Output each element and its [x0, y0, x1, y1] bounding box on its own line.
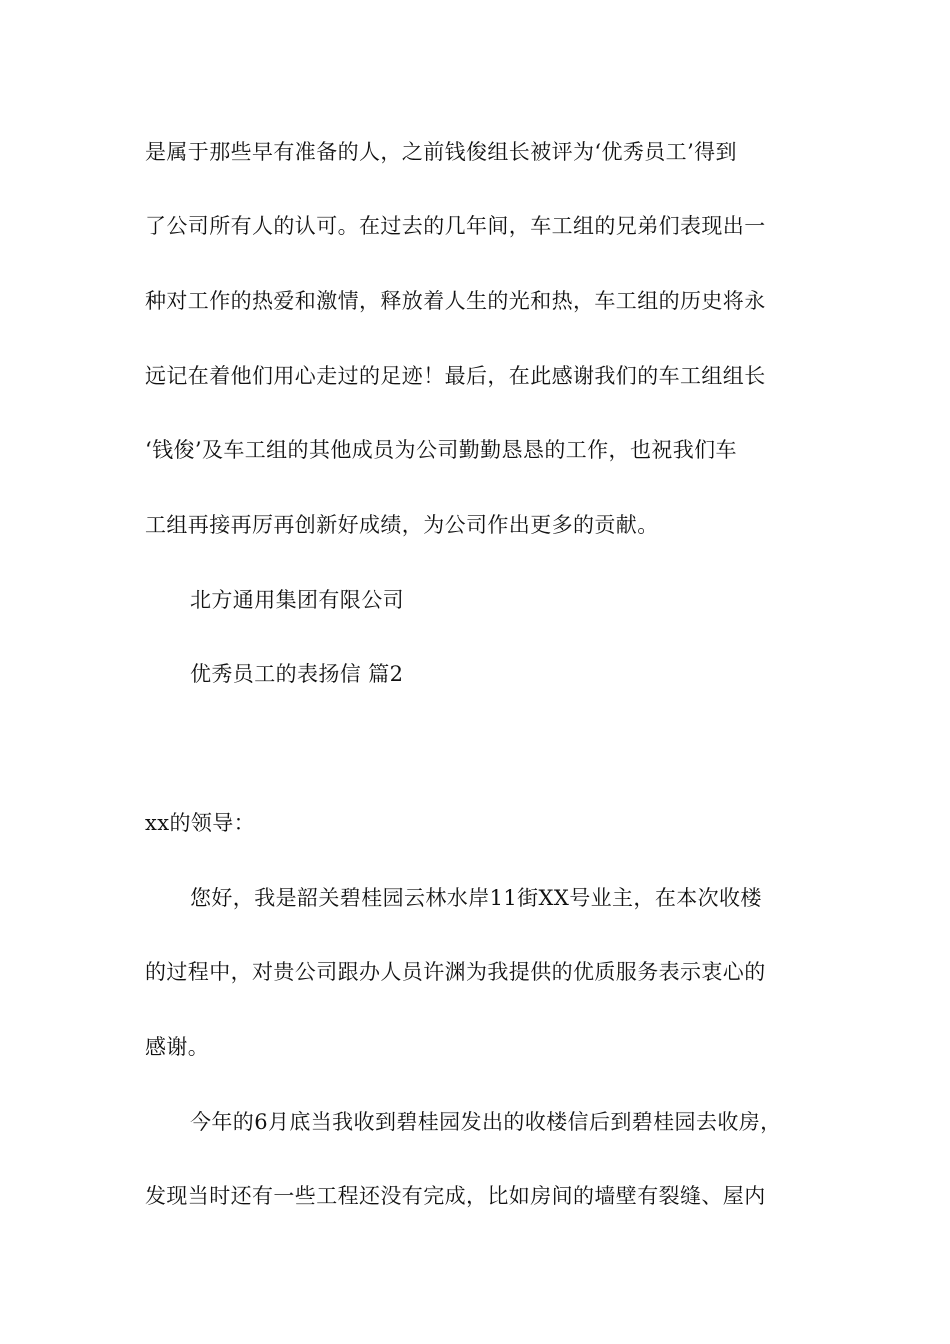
paragraph-line: 发现当时还有一些工程还没有完成，比如房间的墙壁有裂缝、屋内 — [145, 1184, 766, 1208]
paragraph-line: 感谢。 — [145, 1035, 210, 1059]
company-signature: 北方通用集团有限公司 — [190, 588, 404, 612]
paragraph-line: 远记在着他们用心走过的足迹！最后，在此感谢我们的车工组组长 — [145, 364, 766, 388]
paragraph-line: ‘钱俊’及车工组的其他成员为公司勤勤恳恳的工作，也祝我们车 — [145, 438, 737, 462]
paragraph-line: 的过程中，对贵公司跟办人员许渊为我提供的优质服务表示衷心的 — [145, 960, 766, 984]
paragraph-line: 是属于那些早有准备的人，之前钱俊组长被评为‘优秀员工’得到 — [145, 140, 737, 164]
paragraph-line: 工组再接再厉再创新好成绩，为公司作出更多的贡献。 — [145, 513, 659, 537]
paragraph-line: 今年的6月底当我收到碧桂园发出的收楼信后到碧桂园去收房， — [190, 1110, 782, 1134]
letter-salutation: xx的领导： — [145, 811, 256, 835]
paragraph-line: 您好，我是韶关碧桂园云林水岸11街XX号业主，在本次收楼 — [190, 886, 762, 910]
section-heading: 优秀员工的表扬信 篇2 — [190, 662, 404, 686]
paragraph-line: 了公司所有人的认可。在过去的几年间，车工组的兄弟们表现出一 — [145, 214, 766, 238]
paragraph-line: 种对工作的热爱和激情，释放着人生的光和热，车工组的历史将永 — [145, 289, 766, 313]
